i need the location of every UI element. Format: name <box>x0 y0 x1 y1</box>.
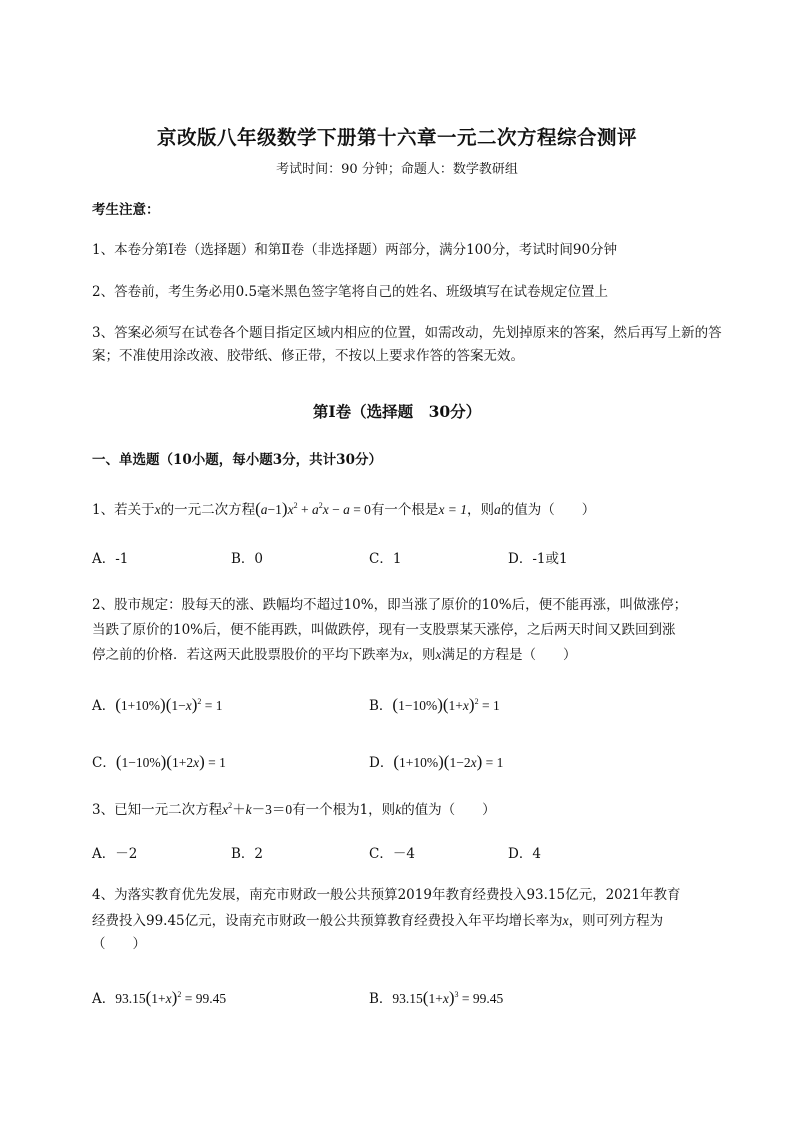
q2-option-a: A．$(1+10\%)(1-x)^2 = 1$ <box>92 695 223 714</box>
section-title: 第Ⅰ卷（选择题 30分） <box>312 402 482 421</box>
page-title: 京改版八年级数学下册第十六章一元二次方程综合测评 <box>156 126 637 149</box>
q1-option-a: A．-1 <box>92 551 129 567</box>
q4-line-1: 4、为落实教育优先发展，南充市财政一般公共预算2019年教育经费投入93.15亿元，2021年教育 <box>92 887 681 903</box>
q1-option-b: B．0 <box>231 551 264 567</box>
notice-item-3: 3、答案必须写在试卷各个题目指定区域内相应的位置，如需改动，先划掉原来的答案，然后再写上新的答案；不准使用涂改液、胶带纸、修正带，不按以上要求作答的答案无效。 <box>92 325 722 364</box>
q2-line-2: 当跌了原价的10%后，便不能再跌，叫做跌停，现有一支股票某天涨停，之后两天时间又跌回到涨 <box>92 622 676 638</box>
q1-equation: $(a-1)x^2 + a^2x - a = 0$ <box>255 499 371 518</box>
q2-option-d: D．(1+10%)(1−2x) = 1 <box>369 752 504 771</box>
question-3: 3、已知一元二次方程$x^2+k-3=0$有一个根为1，则k的值为（ ） <box>92 801 496 818</box>
notice-heading: 考生注意： <box>92 202 160 218</box>
q1-option-c: C．1 <box>369 551 402 567</box>
q3-option-b: B．2 <box>231 846 264 862</box>
q2-line-1: 2、股市规定：股每天的涨、跌幅均不超过10%，即当涨了原价的10%后，便不能再涨，叫做涨停； <box>92 597 688 613</box>
q4-line-2: 经费投入99.45亿元，设南充市财政一般公共预算教育经费投入年平均增长率为x，则可列方程为 <box>92 913 664 929</box>
q4-option-b: B．$93.15(1+x)^3 = 99.45$ <box>369 988 504 1007</box>
notice-item-2: 2、答卷前，考生务必用0.5毫米黑色签字笔将自己的姓名、班级填写在试卷规定位置上 <box>92 284 609 300</box>
q3-option-c: C．－4 <box>369 846 415 862</box>
q2-line-3: 停之前的价格．若这两天此股票股价的平均下跌率为x，则x满足的方程是（ ） <box>92 647 577 663</box>
notice-item-1: 1、本卷分第Ⅰ卷（选择题）和第Ⅱ卷（非选择题）两部分，满分100分，考试时间90分钟 <box>92 242 618 258</box>
q3-option-a: A．－2 <box>92 846 138 862</box>
q2-option-b: B．$(1-10\%)(1+x)^2 = 1$ <box>369 695 500 714</box>
part-heading: 一、单选题（10小题，每小题3分，共计30分） <box>92 452 382 468</box>
q2-option-c: C．(1−10%)(1+2x) = 1 <box>92 752 226 771</box>
q4-line-3: （ ） <box>92 936 146 952</box>
q3-option-d: D．4 <box>508 846 541 862</box>
q4-option-a: A．$93.15(1+x)^2 = 99.45$ <box>92 988 227 1007</box>
page-subtitle: 考试时间：90 分钟；命题人：数学教研组 <box>276 162 518 177</box>
q1-option-d: D．-1或1 <box>508 551 568 567</box>
question-1: 1、若关于x的一元二次方程$(a-1)x^2 + a^2x - a = 0$有一个根是x = 1，则a的值为（ ） <box>92 499 596 518</box>
